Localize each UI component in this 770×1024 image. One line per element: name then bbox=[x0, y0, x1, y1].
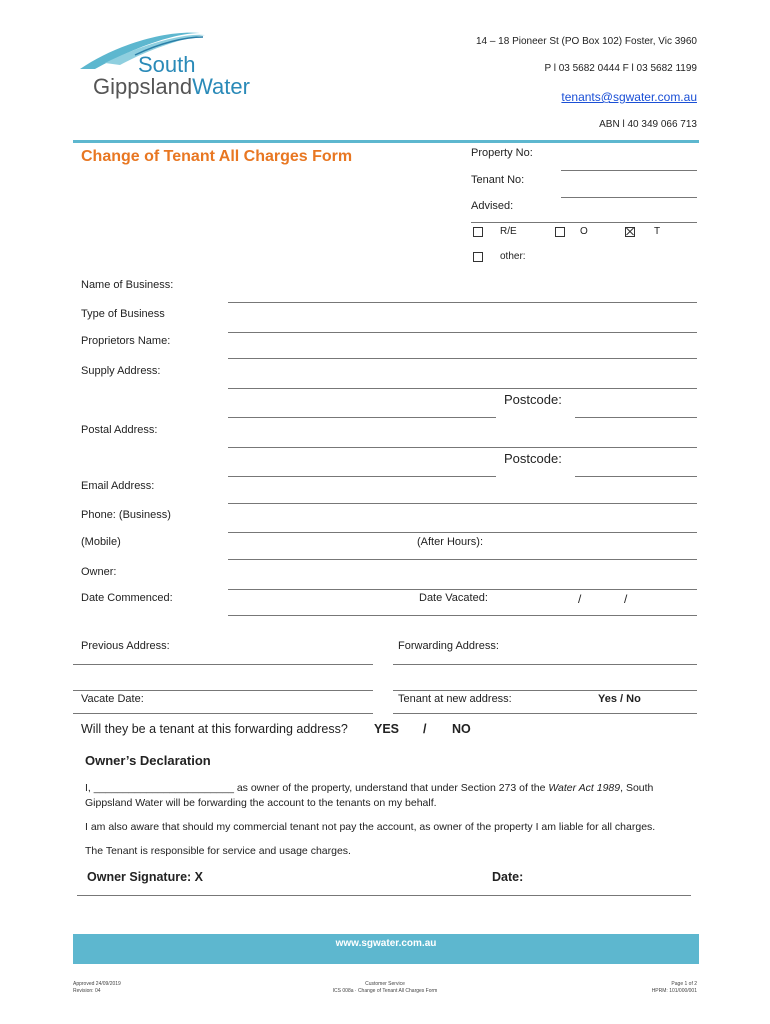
declaration-para1-line2: Gippsland Water will be forwarding the account to the tenants on my behalf. bbox=[85, 797, 437, 809]
header-email-link[interactable]: tenants@sgwater.com.au bbox=[561, 90, 697, 104]
forwarding-address-label: Forwarding Address: bbox=[398, 640, 499, 652]
checkbox-t-label: T bbox=[654, 226, 661, 237]
date-commenced-field[interactable] bbox=[228, 615, 697, 616]
postal-address-field[interactable] bbox=[228, 447, 697, 448]
footer-trim: HPRM: 101/000/001 bbox=[651, 988, 697, 994]
form-title: Change of Tenant All Charges Form bbox=[81, 148, 353, 165]
property-no-field[interactable] bbox=[561, 170, 697, 171]
postal-postcode-label: Postcode: bbox=[504, 451, 562, 466]
forwarding-address-field-2[interactable] bbox=[393, 690, 697, 691]
email-address-label: Email Address: bbox=[81, 480, 155, 492]
checkbox-o-label: O bbox=[580, 226, 588, 237]
postal-postcode-field[interactable] bbox=[575, 476, 697, 477]
vacate-date-field[interactable] bbox=[73, 713, 373, 714]
signature-date-label: Date: bbox=[492, 870, 524, 884]
checkbox-t-checked[interactable] bbox=[625, 227, 635, 237]
header-phone: P l 03 5682 0444 F l 03 5682 1199 bbox=[544, 63, 697, 74]
name-of-business-field[interactable] bbox=[228, 302, 697, 303]
proprietors-name-field[interactable] bbox=[228, 358, 697, 359]
proprietors-name-label: Proprietors Name: bbox=[81, 335, 171, 347]
phone-business-label: Phone: (Business) bbox=[81, 509, 171, 521]
advised-field[interactable] bbox=[471, 222, 697, 223]
name-of-business-label: Name of Business: bbox=[81, 279, 174, 291]
declaration-heading: Owner’s Declaration bbox=[85, 753, 211, 768]
after-hours-label: (After Hours): bbox=[417, 536, 484, 548]
supply-address-field[interactable] bbox=[228, 388, 697, 389]
question-no-option[interactable]: NO bbox=[452, 722, 471, 736]
checkbox-re-label: R/E bbox=[500, 226, 517, 237]
question-yes-option[interactable]: YES bbox=[374, 722, 400, 736]
checkbox-other-label: other: bbox=[500, 251, 526, 262]
advised-label: Advised: bbox=[471, 200, 514, 212]
forwarding-question: Will they be a tenant at this forwarding address? bbox=[81, 722, 348, 736]
header-divider bbox=[73, 140, 699, 143]
email-address-field[interactable] bbox=[228, 503, 697, 504]
declaration-para2: I am also aware that should my commercial tenant not pay the account, as owner of the property I am liable for all charges. bbox=[85, 821, 656, 833]
type-of-business-field[interactable] bbox=[228, 332, 697, 333]
footer-dept: Customer Service bbox=[365, 981, 405, 987]
type-of-business-label: Type of Business bbox=[81, 308, 165, 320]
footer-doc: ICS 008a · Change of Tenant All Charges Form bbox=[332, 988, 438, 994]
footer-approved: Approved 24/09/2019 bbox=[73, 981, 121, 987]
declaration-para3: The Tenant is responsible for service and usage charges. bbox=[85, 845, 351, 857]
signature-field[interactable] bbox=[77, 895, 691, 896]
vacate-date-label: Vacate Date: bbox=[81, 693, 144, 705]
previous-address-field-2[interactable] bbox=[73, 690, 373, 691]
footer-revision: Revision: 04 bbox=[73, 988, 101, 994]
date-slash-2: / bbox=[624, 592, 628, 606]
previous-address-field[interactable] bbox=[73, 664, 373, 665]
previous-address-label: Previous Address: bbox=[81, 640, 170, 652]
yes-no-option[interactable]: Yes / No bbox=[598, 693, 641, 705]
owner-label: Owner: bbox=[81, 566, 117, 578]
logo bbox=[75, 25, 275, 105]
supply-address-label: Supply Address: bbox=[81, 365, 161, 377]
owner-signature-label: Owner Signature: X bbox=[87, 870, 203, 884]
checkbox-o[interactable] bbox=[555, 227, 565, 237]
footer-website-link[interactable]: www.sgwater.com.au bbox=[335, 938, 437, 949]
property-no-label: Property No: bbox=[471, 147, 533, 159]
date-commenced-label: Date Commenced: bbox=[81, 592, 173, 604]
phone-business-field[interactable] bbox=[228, 532, 697, 533]
postal-address-label: Postal Address: bbox=[81, 424, 158, 436]
question-slash: / bbox=[423, 722, 427, 736]
supply-postcode-label: Postcode: bbox=[504, 392, 562, 407]
owner-field[interactable] bbox=[228, 589, 697, 590]
logo-text-south: South bbox=[138, 52, 196, 77]
footer-page: Page 1 of 2 bbox=[671, 981, 697, 987]
header-abn: ABN l 40 349 066 713 bbox=[599, 119, 697, 130]
mobile-field[interactable] bbox=[228, 559, 697, 560]
mobile-label: (Mobile) bbox=[81, 536, 121, 548]
forwarding-address-field[interactable] bbox=[393, 664, 697, 665]
tenant-no-label: Tenant No: bbox=[471, 174, 525, 186]
supply-address-field-2[interactable] bbox=[228, 417, 496, 418]
tenant-new-address-label: Tenant at new address: bbox=[398, 693, 512, 705]
date-slash-1: / bbox=[578, 592, 582, 606]
checkbox-other[interactable] bbox=[473, 252, 483, 262]
tenant-no-field[interactable] bbox=[561, 197, 697, 198]
postal-address-field-2[interactable] bbox=[228, 476, 496, 477]
declaration-para1: I, ________________________ as owner of the property, understand that under Section 273 of the Water Act 1989, South bbox=[85, 782, 654, 794]
tenant-new-address-field[interactable] bbox=[393, 713, 697, 714]
checkbox-re[interactable] bbox=[473, 227, 483, 237]
date-vacated-label: Date Vacated: bbox=[419, 592, 488, 604]
header-address: 14 – 18 Pioneer St (PO Box 102) Foster, Vic 3960 bbox=[475, 36, 697, 47]
supply-postcode-field[interactable] bbox=[575, 417, 697, 418]
logo-text-gippsland-water: GippslandWater bbox=[93, 74, 250, 99]
